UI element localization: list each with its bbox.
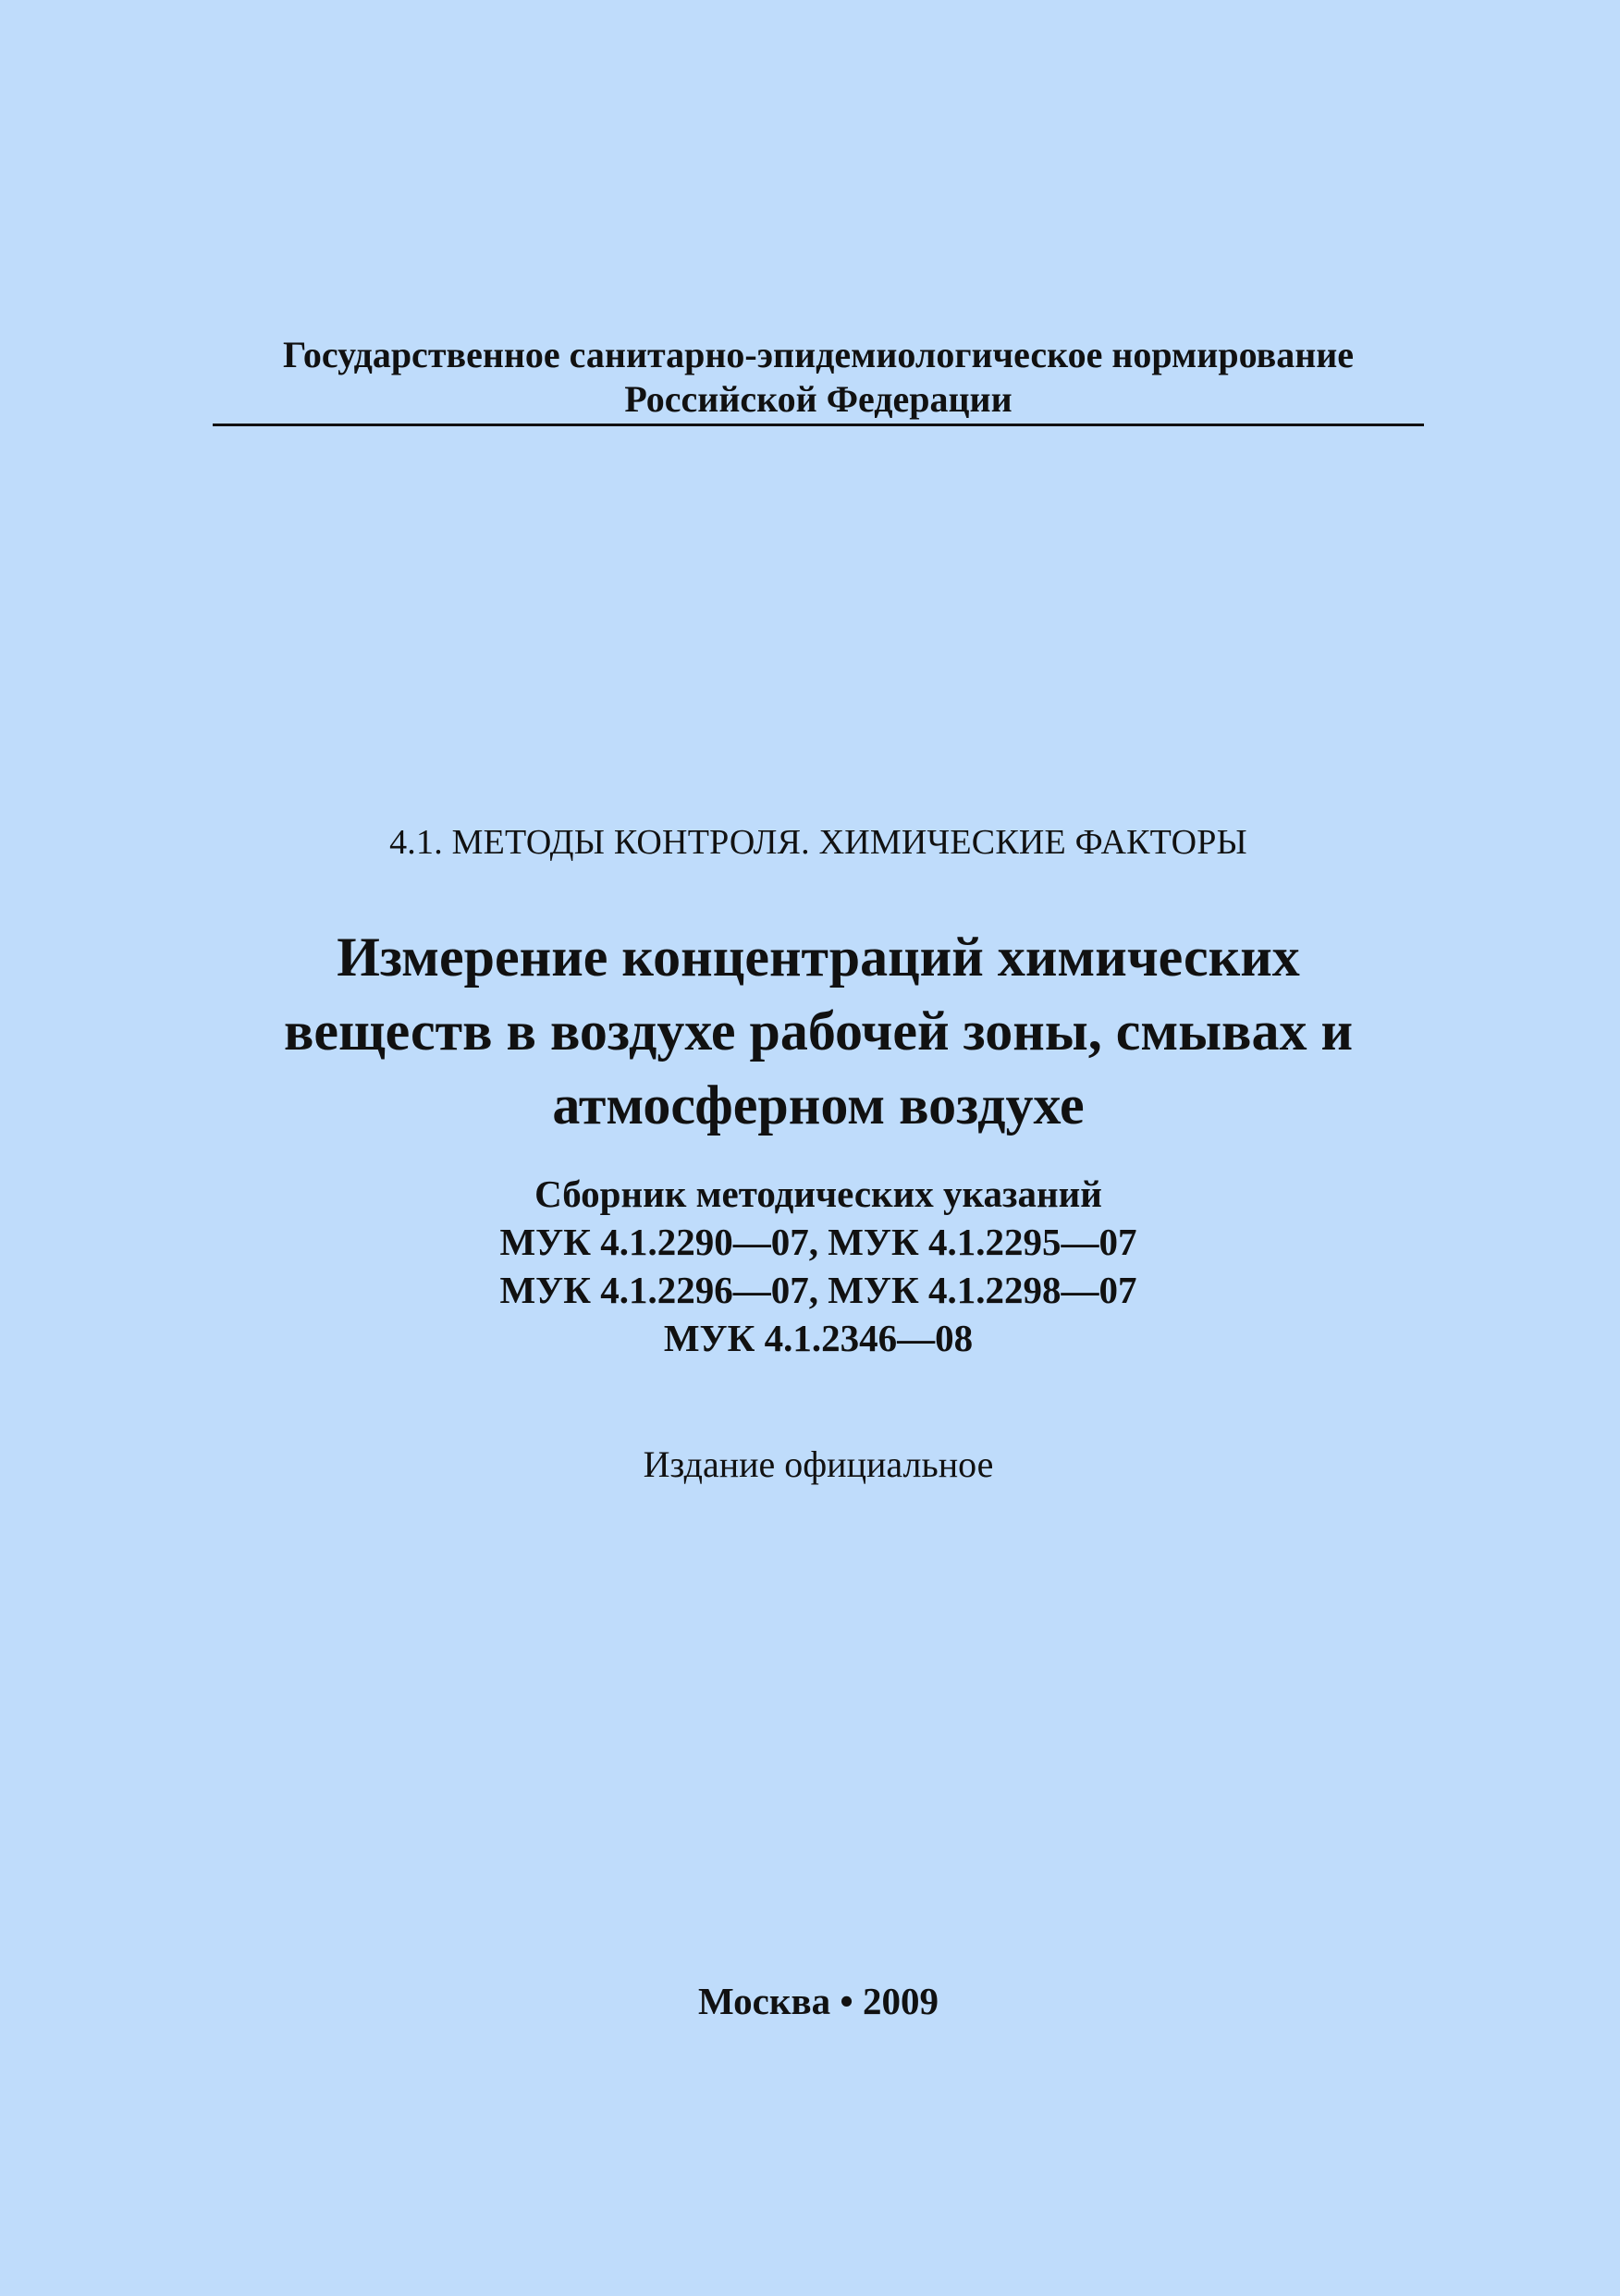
- subtitle-line-3: МУК 4.1.2296—07, МУК 4.1.2298—07: [499, 1269, 1137, 1311]
- issuer-line-1: Государственное санитарно-эпидемиологическое нормирование: [282, 334, 1355, 375]
- publication-place-year: Москва • 2009: [698, 1980, 939, 2022]
- subtitle-line-1: Сборник методических указаний: [534, 1173, 1102, 1215]
- subtitle-line-2: МУК 4.1.2290—07, МУК 4.1.2295—07: [499, 1221, 1137, 1263]
- subtitle-line-4: МУК 4.1.2346—08: [663, 1317, 974, 1359]
- document-subtitle: [213, 1170, 1424, 1362]
- issuer-line-2: Российской Федерации: [624, 378, 1012, 420]
- document-title: [213, 920, 1424, 1142]
- title-line-1: Измерение концентраций химических: [337, 927, 1300, 988]
- title-line-3: атмосферном воздухе: [552, 1074, 1085, 1136]
- series-heading: 4.1. МЕТОДЫ КОНТРОЛЯ. ХИМИЧЕСКИЕ ФАКТОРЫ: [389, 823, 1247, 862]
- issuer-header: [213, 333, 1424, 422]
- edition-label: Издание официальное: [643, 1443, 994, 1485]
- title-line-2: веществ в воздухе рабочей зоны, смывах и: [283, 1001, 1354, 1062]
- header-divider: [213, 424, 1424, 426]
